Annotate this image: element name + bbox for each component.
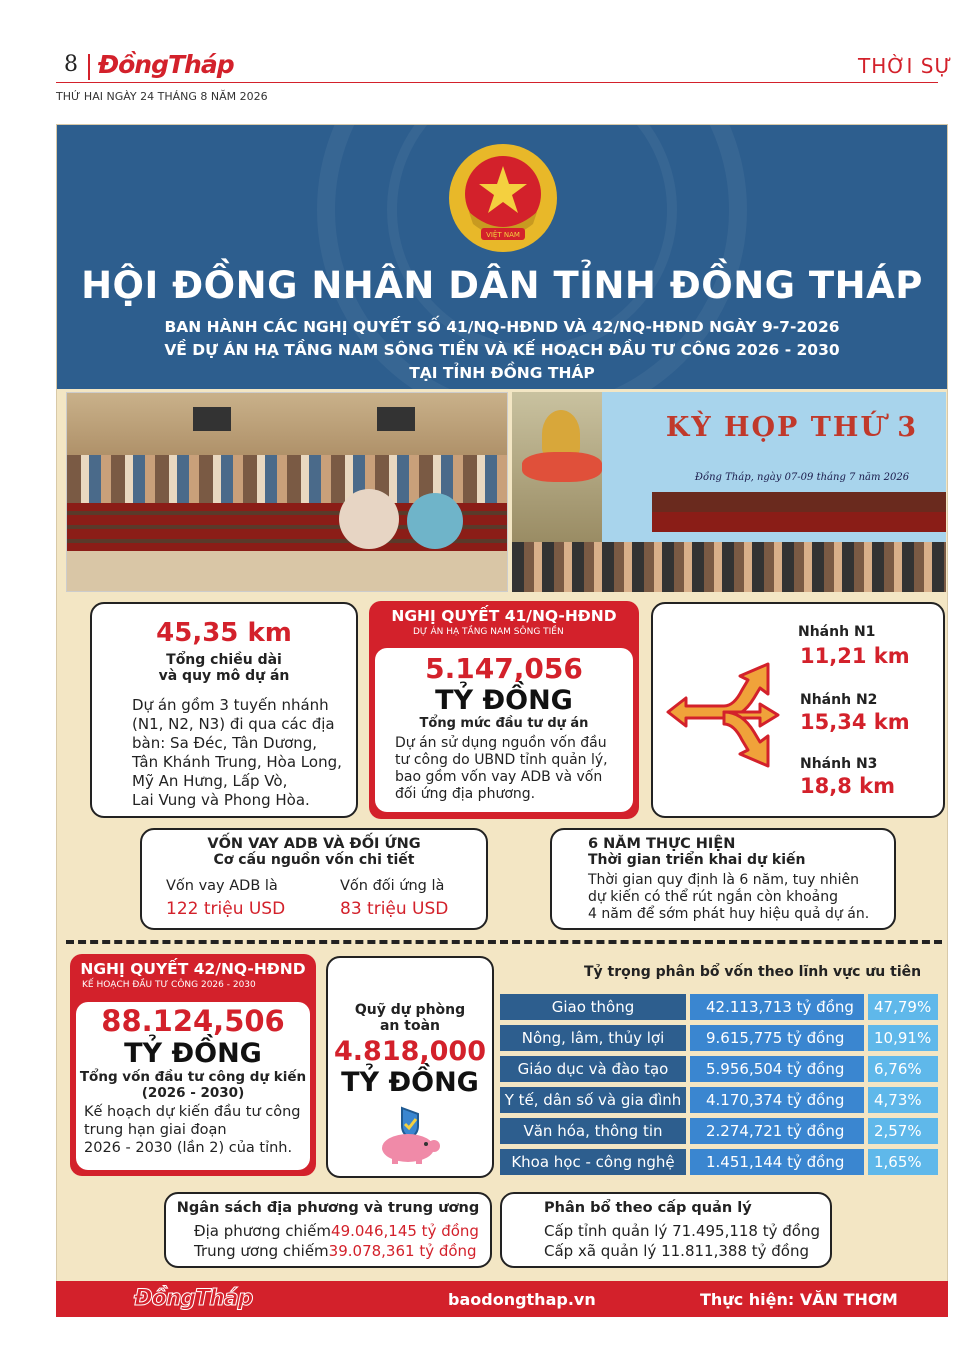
- header-rule: [56, 82, 938, 83]
- counterpart-value: 83 triệu USD: [340, 899, 449, 919]
- counterpart-label: Vốn đối ứng là: [340, 878, 445, 894]
- reserve-unit: TỶ ĐỒNG: [341, 1067, 479, 1098]
- footer-logo[interactable]: ĐồngTháp: [134, 1286, 253, 1311]
- resolution-42-amount: 88.124,506: [101, 1004, 285, 1038]
- allocation-field: Y tế, dân số và gia đình: [500, 1087, 686, 1113]
- three-way-arrows-icon: [664, 660, 782, 770]
- length-description: Dự án gồm 3 tuyến nhánh (N1, N2, N3) đi qua các địa bàn: Sa Đéc, Tân Dương, Tân Khánh Trung, Hòa Long, Mỹ An Hưng, Lấp Vò, Lai Vung và Phong Hòa.: [132, 696, 342, 809]
- allocation-amount: 42.113,713 tỷ đồng: [690, 994, 864, 1020]
- resolution-41-title: NGHỊ QUYẾT 41/NQ-HĐND: [391, 607, 617, 625]
- session-caption: Đồng Tháp, ngày 07-09 tháng 7 năm 2026: [694, 472, 910, 483]
- duration-subtitle: Thời gian triển khai dự kiến: [588, 852, 806, 868]
- resolution-41-body: [375, 648, 633, 812]
- allocation-amount: 5.956,504 tỷ đồng: [690, 1056, 864, 1082]
- reserve-label-2: an toàn: [379, 1018, 440, 1034]
- svg-text:VIỆT NAM: VIỆT NAM: [486, 231, 520, 239]
- footer-bar: [56, 1281, 948, 1317]
- allocation-field: Văn hóa, thông tin: [500, 1118, 686, 1144]
- duration-description: Thời gian quy định là 6 năm, tuy nhiên dự kiến có thể rút ngắn còn khoảng 4 năm để sớm phát huy hiệu quả dự án.: [588, 872, 870, 922]
- loan-title: VỐN VAY ADB VÀ ĐỐI ỨNG: [207, 836, 421, 852]
- website-link[interactable]: baodongthap.vn: [448, 1290, 596, 1309]
- issue-date: THỨ HAI NGÀY 24 THÁNG 8 NĂM 2026: [56, 90, 268, 103]
- allocation-title: Tỷ trọng phân bổ vốn theo lĩnh vực ưu tiên: [584, 964, 922, 980]
- session-stage-photo: [512, 392, 946, 592]
- allocation-share: 10,91%: [868, 1025, 938, 1051]
- allocation-amount: 2.274,721 tỷ đồng: [690, 1118, 864, 1144]
- author-credit: Thực hiện: VĂN THƠM: [700, 1290, 898, 1309]
- resolution-41-subtitle: DỰ ÁN HẠ TẦNG NAM SÔNG TIỀN: [413, 627, 564, 637]
- management-levels-card: [500, 1192, 832, 1268]
- allocation-share: 4,73%: [868, 1087, 938, 1113]
- subtitle-line-1: BAN HÀNH CÁC NGHỊ QUYẾT SỐ 41/NQ-HĐND VÀ 42/NQ-HĐND NGÀY 9-7-2026: [164, 318, 840, 336]
- allocation-field: Giao thông: [500, 994, 686, 1020]
- resolution-42-unit: TỶ ĐỒNG: [124, 1038, 262, 1069]
- branch-n3-value: 18,8 km: [800, 774, 895, 798]
- piggy-bank-icon: [372, 1104, 448, 1164]
- session-heading: KỲ HỌP THỨ 3: [665, 412, 919, 443]
- branch-n1-value: 11,21 km: [800, 644, 910, 668]
- duration-card: [550, 828, 896, 930]
- branch-n2-label: Nhánh N2: [800, 692, 878, 708]
- allocation-field: Nông, lâm, thủy lợi: [500, 1025, 686, 1051]
- loan-subtitle: Cơ cấu nguồn vốn chi tiết: [213, 852, 415, 868]
- resolution-41-amount: 5.147,056: [425, 652, 583, 685]
- branch-n2-value: 15,34 km: [800, 710, 910, 734]
- section-divider: [66, 940, 942, 944]
- section-title[interactable]: THỜI SỰ: [858, 54, 953, 78]
- newspaper-logo[interactable]: ĐồngTháp: [98, 50, 234, 79]
- resolution-42-label: Tổng vốn đầu tư công dự kiến: [79, 1069, 307, 1085]
- total-length-value: 45,35 km: [156, 618, 292, 648]
- total-length-label-2: và quy mô dự án: [158, 668, 290, 684]
- length-card: [90, 602, 358, 818]
- budget-card: [164, 1192, 492, 1268]
- resolution-42-description: Kế hoạch dự kiến đầu tư công trung hạn giai đoạn 2026 - 2030 (lần 2) của tỉnh.: [84, 1104, 301, 1156]
- adb-loan-value: 122 triệu USD: [166, 899, 286, 919]
- levels-title: Phân bổ theo cấp quản lý: [544, 1200, 752, 1216]
- page-number: 8: [64, 52, 78, 77]
- allocation-share: 2,57%: [868, 1118, 938, 1144]
- resolution-42-title: NGHỊ QUYẾT 42/NQ-HĐND: [80, 960, 306, 978]
- subtitle-line-3: TẠI TỈNH ĐỒNG THÁP: [409, 364, 595, 382]
- resolution-41-label: Tổng mức đầu tư dự án: [419, 716, 589, 731]
- allocation-amount: 1.451,144 tỷ đồng: [690, 1149, 864, 1175]
- allocation-amount: 9.615,775 tỷ đồng: [690, 1025, 864, 1051]
- resolution-41-unit: TỶ ĐỒNG: [435, 685, 573, 716]
- subtitle-line-2: VỀ DỰ ÁN HẠ TẦNG NAM SÔNG TIỀN VÀ KẾ HOẠCH ĐẦU TƯ CÔNG 2026 - 2030: [164, 341, 840, 359]
- allocation-share: 6,76%: [868, 1056, 938, 1082]
- resolution-42-period: (2026 - 2030): [141, 1085, 245, 1101]
- header-divider: [88, 54, 90, 80]
- province-level: Cấp tỉnh quản lý 71.495,118 tỷ đồng: [544, 1222, 820, 1240]
- allocation-share: 1,65%: [868, 1149, 938, 1175]
- branch-n1-label: Nhánh N1: [798, 624, 876, 640]
- central-label: Trung ương chiếm: [194, 1242, 329, 1260]
- allocation-amount: 4.170,374 tỷ đồng: [690, 1087, 864, 1113]
- reserve-amount: 4.818,000: [333, 1036, 487, 1067]
- central-value: 39.078,361 tỷ đồng: [328, 1242, 477, 1260]
- allocation-field: Giáo dục và đào tạo: [500, 1056, 686, 1082]
- local-value: 49.046,145 tỷ đồng: [331, 1222, 479, 1240]
- resolution-42-body: [76, 1002, 310, 1170]
- local-label: Địa phương chiếm: [194, 1222, 332, 1240]
- resolution-42-subtitle: KẾ HOẠCH ĐẦU TƯ CÔNG 2026 - 2030: [82, 980, 256, 990]
- duration-title: 6 NĂM THỰC HIỆN: [588, 836, 736, 852]
- session-hall-photo: [66, 392, 508, 592]
- allocation-share: 47,79%: [868, 994, 938, 1020]
- allocation-field: Khoa học - công nghệ: [500, 1149, 686, 1175]
- main-title: HỘI ĐỒNG NHÂN DÂN TỈNH ĐỒNG THÁP: [81, 264, 923, 307]
- national-emblem-icon: [447, 142, 559, 254]
- reserve-label: Quỹ dự phòng: [354, 1002, 466, 1018]
- adb-loan-label: Vốn vay ADB là: [166, 878, 278, 894]
- commune-level: Cấp xã quản lý 11.811,388 tỷ đồng: [544, 1242, 810, 1260]
- branch-n3-label: Nhánh N3: [800, 756, 878, 772]
- resolution-41-description: Dự án sử dụng nguồn vốn đầu tư công do UBND tỉnh quản lý, bao gồm vốn vay ADB và vốn đối ứng địa phương.: [395, 735, 608, 802]
- budget-title: Ngân sách địa phương và trung ương: [176, 1200, 480, 1216]
- total-length-label: Tổng chiều dài: [166, 652, 282, 668]
